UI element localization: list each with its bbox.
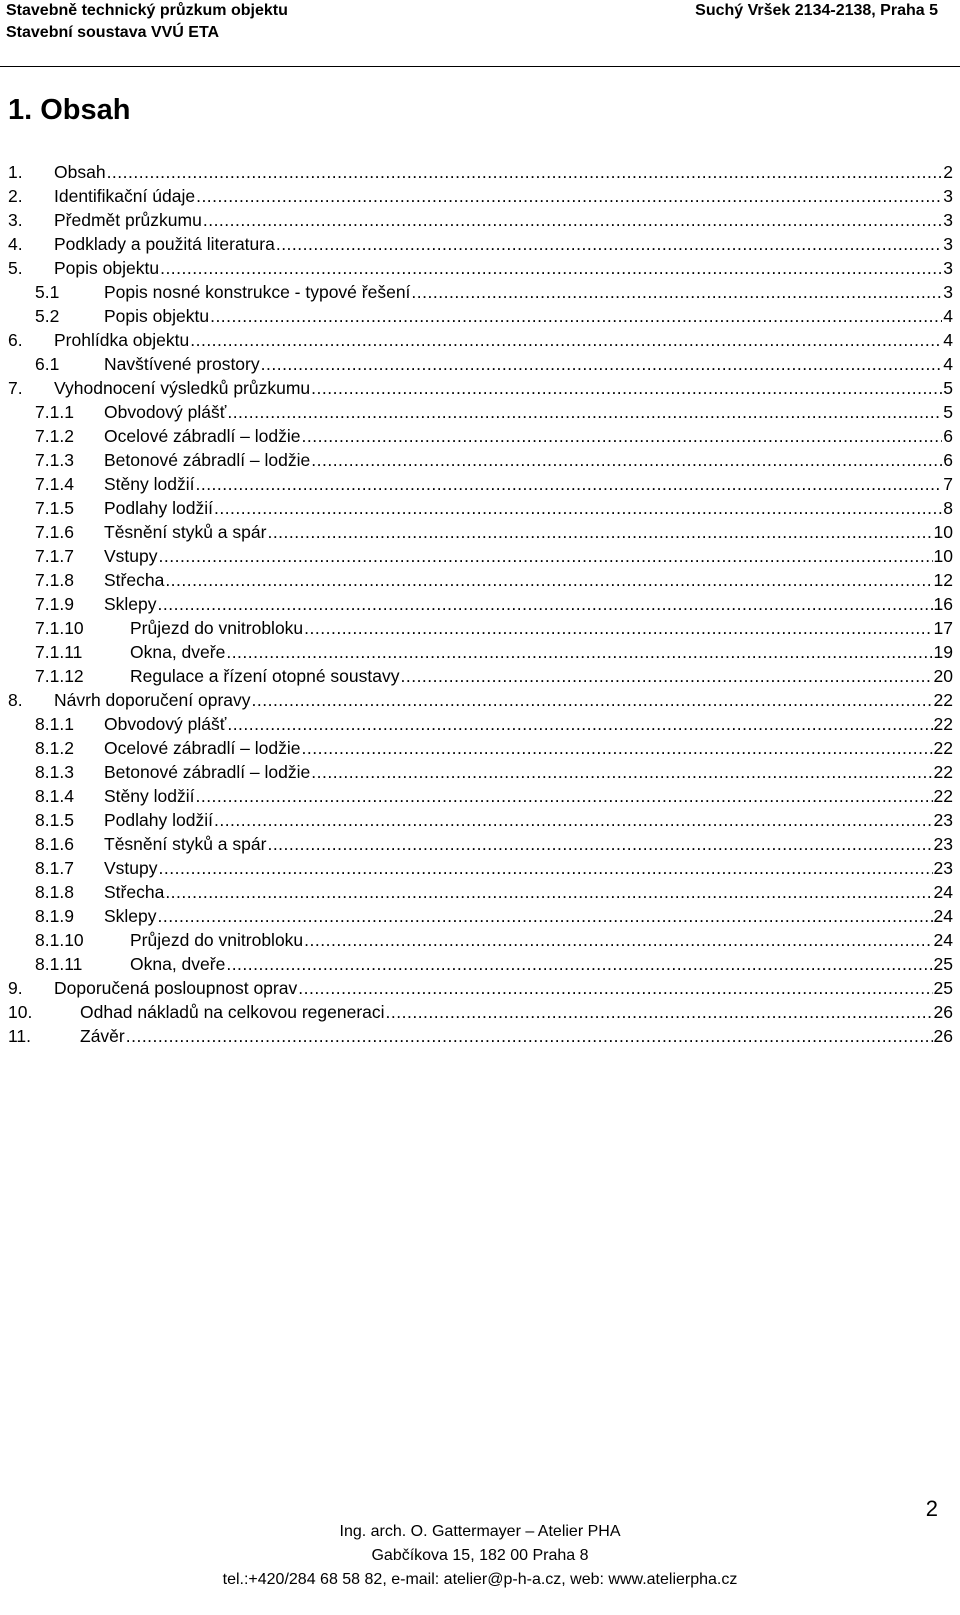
toc-entry[interactable] xyxy=(8,448,953,472)
toc-entry[interactable] xyxy=(8,760,953,784)
toc-entry[interactable] xyxy=(8,928,953,952)
toc-entry[interactable] xyxy=(8,280,953,304)
toc-page-number: 24 xyxy=(933,930,953,950)
page-title: 1. Obsah xyxy=(8,94,131,126)
toc-page-number: 19 xyxy=(933,642,953,662)
toc-entry[interactable] xyxy=(8,712,953,736)
toc-dot-leader xyxy=(298,976,932,1000)
toc-page-number: 10 xyxy=(933,546,953,566)
toc-title: Podlahy lodžií xyxy=(104,810,213,830)
table-of-contents xyxy=(8,160,953,1048)
toc-title: Vyhodnocení výsledků průzkumu xyxy=(54,378,311,398)
header-address: Suchý Vršek 2134-2138, Praha 5 xyxy=(695,2,938,19)
toc-page-number: 22 xyxy=(933,738,953,758)
toc-title: Ocelové zábradlí – lodžie xyxy=(104,426,301,446)
toc-dot-leader xyxy=(227,400,942,424)
toc-dot-leader xyxy=(311,376,942,400)
toc-number: 7.1.9 xyxy=(35,594,74,614)
toc-title: Obvodový plášť xyxy=(104,714,227,734)
toc-dot-leader xyxy=(226,952,932,976)
toc-dot-leader xyxy=(210,304,942,328)
toc-entry[interactable] xyxy=(8,304,953,328)
toc-number: 5.1 xyxy=(35,282,60,302)
toc-title: Obsah xyxy=(54,162,106,182)
toc-title: Okna, dveře xyxy=(130,642,226,662)
toc-dot-leader xyxy=(158,592,933,616)
toc-dot-leader xyxy=(227,712,932,736)
toc-dot-leader xyxy=(267,520,932,544)
toc-page-number: 25 xyxy=(933,954,953,974)
toc-number: 8.1.10 xyxy=(35,930,84,950)
toc-dot-leader xyxy=(386,1000,933,1024)
toc-entry[interactable] xyxy=(8,808,953,832)
toc-title: Sklepy xyxy=(104,594,157,614)
toc-title: Odhad nákladů na celkovou regeneraci xyxy=(80,1002,385,1022)
toc-title: Sklepy xyxy=(104,906,157,926)
toc-page-number: 3 xyxy=(943,234,953,254)
footer-address: Gabčíkova 15, 182 00 Praha 8 xyxy=(371,1547,589,1564)
toc-number: 8.1.5 xyxy=(35,810,74,830)
toc-title: Podklady a použitá literatura xyxy=(54,234,275,254)
toc-number: 7.1.4 xyxy=(35,474,74,494)
toc-dot-leader xyxy=(302,424,943,448)
toc-number: 4. xyxy=(8,234,23,254)
toc-title: Ocelové zábradlí – lodžie xyxy=(104,738,301,758)
toc-page-number: 26 xyxy=(933,1002,953,1022)
toc-title: Betonové zábradlí – lodžie xyxy=(104,450,311,470)
toc-entry[interactable] xyxy=(8,592,953,616)
toc-page-number: 22 xyxy=(933,762,953,782)
toc-page-number: 7 xyxy=(943,474,953,494)
toc-page-number: 22 xyxy=(933,690,953,710)
toc-number: 7.1.2 xyxy=(35,426,74,446)
toc-number: 7.1.1 xyxy=(35,402,74,422)
toc-page-number: 3 xyxy=(943,210,953,230)
toc-number: 8.1.2 xyxy=(35,738,74,758)
toc-page-number: 3 xyxy=(943,186,953,206)
toc-title: Doporučená posloupnost oprav xyxy=(54,978,298,998)
toc-dot-leader xyxy=(304,928,932,952)
toc-dot-leader xyxy=(159,856,933,880)
toc-dot-leader xyxy=(165,880,932,904)
toc-number: 10. xyxy=(8,1002,33,1022)
toc-page-number: 24 xyxy=(933,906,953,926)
toc-entry[interactable] xyxy=(8,232,953,256)
toc-number: 5. xyxy=(8,258,23,278)
toc-title: Stěny lodžií xyxy=(104,474,195,494)
toc-number: 8.1.7 xyxy=(35,858,74,878)
toc-title: Vstupy xyxy=(104,858,158,878)
toc-dot-leader xyxy=(159,544,933,568)
toc-page-number: 24 xyxy=(933,882,953,902)
toc-entry[interactable] xyxy=(8,184,953,208)
toc-page-number: 4 xyxy=(943,306,953,326)
toc-page-number: 4 xyxy=(943,354,953,374)
toc-entry[interactable] xyxy=(8,616,953,640)
toc-page-number: 23 xyxy=(933,810,953,830)
toc-page-number: 25 xyxy=(933,978,953,998)
toc-title: Těsnění styků a spár xyxy=(104,522,267,542)
toc-dot-leader xyxy=(195,784,932,808)
header-building-system: Stavební soustava VVÚ ETA xyxy=(6,24,220,41)
toc-entry[interactable] xyxy=(8,520,953,544)
toc-dot-leader xyxy=(195,472,942,496)
toc-dot-leader xyxy=(400,664,932,688)
toc-entry[interactable] xyxy=(8,256,953,280)
toc-number: 8.1.1 xyxy=(35,714,74,734)
header-document-title: Stavebně technický průzkum objektu xyxy=(6,2,288,19)
toc-number: 7.1.10 xyxy=(35,618,84,638)
toc-number: 9. xyxy=(8,978,23,998)
header-left xyxy=(6,0,288,44)
toc-dot-leader xyxy=(226,640,932,664)
toc-dot-leader xyxy=(190,328,942,352)
toc-entry[interactable] xyxy=(8,856,953,880)
toc-entry[interactable] xyxy=(8,352,953,376)
toc-dot-leader xyxy=(304,616,932,640)
toc-entry[interactable] xyxy=(8,400,953,424)
toc-page-number: 6 xyxy=(943,450,953,470)
toc-entry[interactable] xyxy=(8,160,953,184)
toc-dot-leader xyxy=(203,208,942,232)
toc-page-number: 6 xyxy=(943,426,953,446)
toc-dot-leader xyxy=(311,760,932,784)
toc-page-number: 23 xyxy=(933,858,953,878)
toc-number: 6. xyxy=(8,330,23,350)
toc-entry[interactable] xyxy=(8,1000,953,1024)
toc-page-number: 12 xyxy=(933,570,953,590)
toc-title: Podlahy lodžií xyxy=(104,498,213,518)
toc-page-number: 22 xyxy=(933,786,953,806)
toc-title: Popis nosné konstrukce - typové řešení xyxy=(104,282,411,302)
toc-entry[interactable] xyxy=(8,904,953,928)
toc-title: Navštívené prostory xyxy=(104,354,260,374)
toc-title: Popis objektu xyxy=(54,258,160,278)
toc-dot-leader xyxy=(214,808,933,832)
toc-entry[interactable] xyxy=(8,1024,953,1048)
toc-dot-leader xyxy=(267,832,932,856)
toc-dot-leader xyxy=(126,1024,933,1048)
toc-number: 1. xyxy=(8,162,23,182)
toc-page-number: 26 xyxy=(933,1026,953,1046)
toc-dot-leader xyxy=(214,496,942,520)
toc-number: 8.1.3 xyxy=(35,762,74,782)
toc-number: 3. xyxy=(8,210,23,230)
toc-entry[interactable] xyxy=(8,832,953,856)
toc-entry[interactable] xyxy=(8,568,953,592)
toc-page-number: 5 xyxy=(943,402,953,422)
toc-title: Průjezd do vnitrobloku xyxy=(130,930,304,950)
toc-entry[interactable] xyxy=(8,472,953,496)
toc-dot-leader xyxy=(107,160,943,184)
toc-number: 7.1.8 xyxy=(35,570,74,590)
toc-entry[interactable] xyxy=(8,736,953,760)
toc-entry[interactable] xyxy=(8,952,953,976)
toc-dot-leader xyxy=(160,256,942,280)
toc-entry[interactable] xyxy=(8,376,953,400)
toc-title: Regulace a řízení otopné soustavy xyxy=(130,666,400,686)
toc-entry[interactable] xyxy=(8,976,953,1000)
toc-entry[interactable] xyxy=(8,328,953,352)
toc-number: 7.1.7 xyxy=(35,546,74,566)
toc-number: 7.1.5 xyxy=(35,498,74,518)
toc-title: Okna, dveře xyxy=(130,954,226,974)
toc-number: 7.1.12 xyxy=(35,666,84,686)
toc-page-number: 8 xyxy=(943,498,953,518)
toc-number: 7.1.3 xyxy=(35,450,74,470)
toc-page-number: 22 xyxy=(933,714,953,734)
toc-number: 8.1.9 xyxy=(35,906,74,926)
toc-entry[interactable] xyxy=(8,688,953,712)
toc-title: Střecha xyxy=(104,570,165,590)
toc-title: Těsnění styků a spár xyxy=(104,834,267,854)
toc-number: 8.1.4 xyxy=(35,786,74,806)
toc-title: Stěny lodžií xyxy=(104,786,195,806)
toc-number: 8.1.11 xyxy=(35,954,83,974)
toc-dot-leader xyxy=(261,352,943,376)
toc-title: Předmět průzkumu xyxy=(54,210,202,230)
toc-number: 7.1.6 xyxy=(35,522,74,542)
toc-title: Popis objektu xyxy=(104,306,210,326)
toc-title: Obvodový plášť xyxy=(104,402,227,422)
toc-title: Návrh doporučení opravy xyxy=(54,690,251,710)
toc-title: Vstupy xyxy=(104,546,158,566)
toc-dot-leader xyxy=(196,184,942,208)
header-right xyxy=(695,0,938,22)
toc-page-number: 10 xyxy=(933,522,953,542)
toc-number: 7.1.11 xyxy=(35,642,83,662)
toc-page-number: 16 xyxy=(933,594,953,614)
toc-entry[interactable] xyxy=(8,640,953,664)
toc-number: 8.1.6 xyxy=(35,834,74,854)
toc-number: 5.2 xyxy=(35,306,60,326)
footer-contact: tel.:+420/284 68 58 82, e-mail: atelier@p-h-a.cz, web: www.atelierpha.cz xyxy=(222,1571,738,1588)
toc-dot-leader xyxy=(276,232,942,256)
toc-number: 11. xyxy=(8,1026,32,1046)
toc-dot-leader xyxy=(158,904,933,928)
toc-number: 2. xyxy=(8,186,23,206)
toc-title: Závěr xyxy=(80,1026,125,1046)
toc-number: 7. xyxy=(8,378,23,398)
toc-page-number: 2 xyxy=(943,162,953,182)
toc-title: Průjezd do vnitrobloku xyxy=(130,618,304,638)
header-divider xyxy=(0,66,960,67)
toc-dot-leader xyxy=(411,280,942,304)
page-number: 2 xyxy=(925,1496,938,1521)
toc-dot-leader xyxy=(252,688,933,712)
toc-title: Prohlídka objektu xyxy=(54,330,190,350)
toc-title: Identifikační údaje xyxy=(54,186,196,206)
toc-page-number: 3 xyxy=(943,258,953,278)
toc-entry[interactable] xyxy=(8,784,953,808)
toc-entry[interactable] xyxy=(8,496,953,520)
toc-entry[interactable] xyxy=(8,880,953,904)
toc-number: 8.1.8 xyxy=(35,882,74,902)
toc-title: Betonové zábradlí – lodžie xyxy=(104,762,311,782)
toc-number: 6.1 xyxy=(35,354,60,374)
toc-entry[interactable] xyxy=(8,424,953,448)
toc-dot-leader xyxy=(165,568,932,592)
toc-page-number: 3 xyxy=(943,282,953,302)
toc-dot-leader xyxy=(302,736,933,760)
toc-entry[interactable] xyxy=(8,544,953,568)
toc-title: Střecha xyxy=(104,882,165,902)
toc-number: 8. xyxy=(8,690,23,710)
toc-page-number: 17 xyxy=(933,618,953,638)
toc-dot-leader xyxy=(311,448,942,472)
footer-author: Ing. arch. O. Gattermayer – Atelier PHA xyxy=(339,1523,621,1540)
toc-page-number: 20 xyxy=(933,666,953,686)
toc-page-number: 23 xyxy=(933,834,953,854)
toc-entry[interactable] xyxy=(8,208,953,232)
toc-page-number: 5 xyxy=(943,378,953,398)
toc-page-number: 4 xyxy=(943,330,953,350)
toc-entry[interactable] xyxy=(8,664,953,688)
